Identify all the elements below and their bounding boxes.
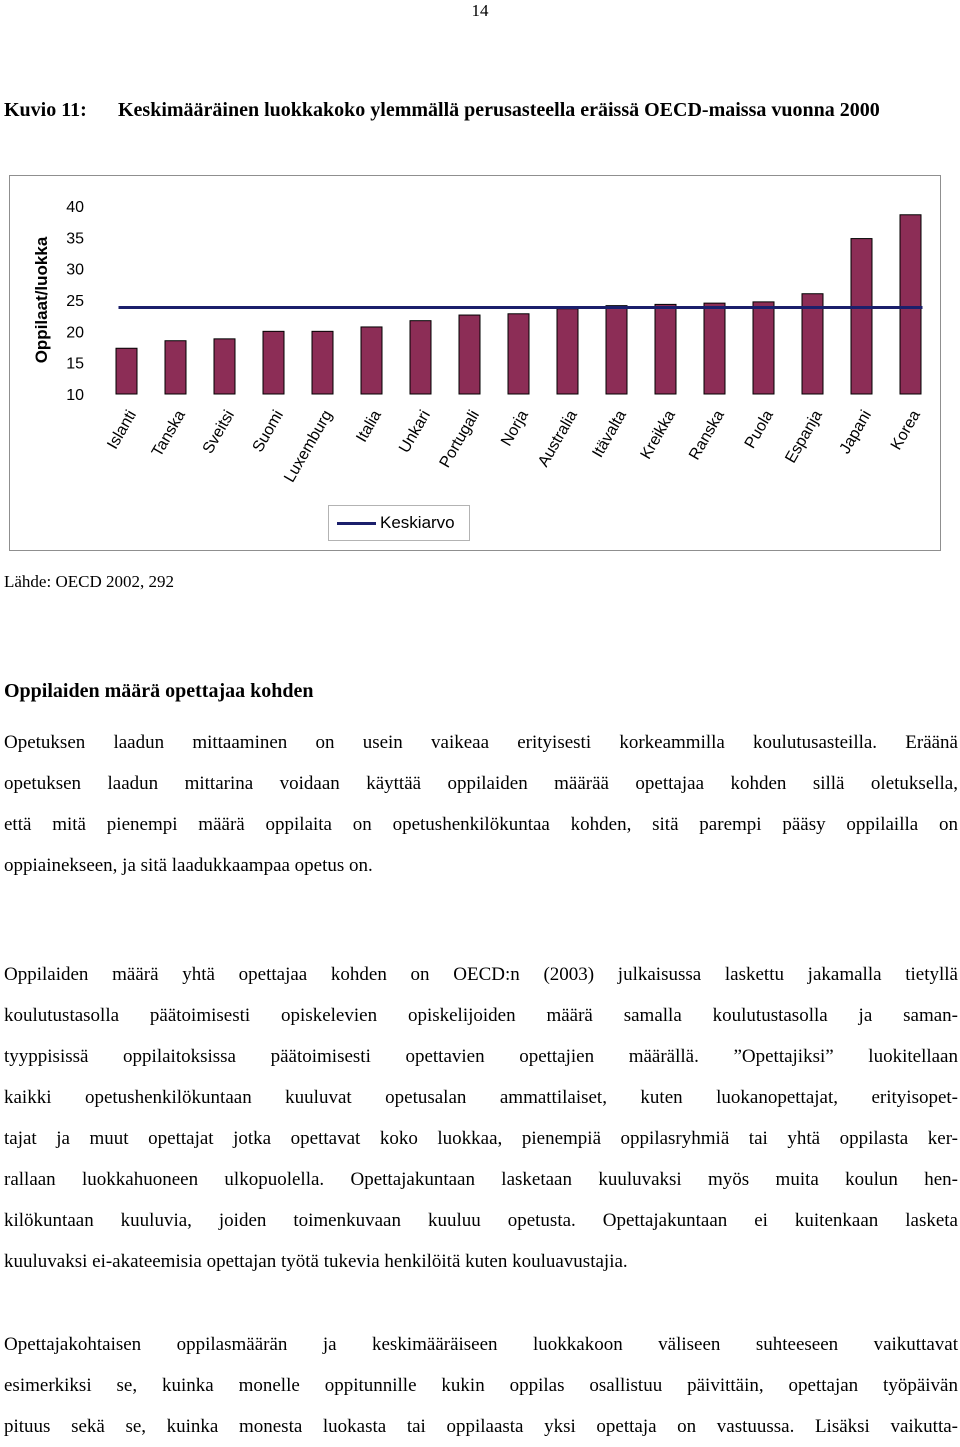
text-line: Oppilaiden määrä yhtä opettajaa kohden on OECD:n (2003) julkaisussa laskettu jakamalla tietyllä — [4, 964, 958, 985]
y-tick-label: 25 — [66, 293, 84, 310]
x-tick-label: Puola — [741, 407, 777, 452]
legend-label: Keskiarvo — [380, 513, 455, 532]
paragraph-3 — [4, 1324, 958, 1447]
x-tick-label: Japani — [836, 407, 875, 457]
x-tick-label: Portugali — [436, 407, 483, 471]
y-tick-label: 15 — [66, 355, 84, 373]
text-line: oppiainekseen, ja sitä laadukkaampaa opetus on. — [4, 855, 373, 876]
text-line: Opetuksen laadun mittaaminen on usein vaikeaa erityisesti korkeammilla koulutusasteilla. Eräänä — [4, 732, 958, 753]
bar-kreikka — [655, 304, 676, 394]
x-tick-label: Luxemburg — [281, 407, 336, 486]
y-tick-label: 35 — [66, 230, 84, 248]
x-tick-label: Islanti — [104, 407, 140, 453]
text-line: tyyppisissä oppilaitoksissa päätoimisesti opettavien opettajien määrällä. ”Opettajiksi” luokitellaan — [4, 1046, 958, 1067]
text-line: tajat ja muut opettajat jotka opettavat koko luokkaa, pienempiä oppilasryhmiä tai yhtä oppilasta ker- — [4, 1128, 958, 1149]
paragraph-1 — [4, 722, 958, 886]
bar-japani — [851, 239, 872, 394]
bar-chart — [10, 176, 940, 550]
bar-puola — [753, 302, 774, 394]
x-tick-label: Suomi — [249, 407, 287, 456]
text-line: koulutustasolla päätoimisesti opiskelevien opiskelijoiden määrä samalla koulutustasolla ja saman- — [4, 1005, 958, 1026]
bar-tanska — [165, 341, 186, 394]
text-line: kaikki opetushenkilökuntaan kuuluvat opetusalan ammattilaiset, kuten luokanopettajat, erityisopet- — [4, 1087, 958, 1108]
bar-luxemburg — [312, 331, 333, 394]
figure-source: Lähde: OECD 2002, 292 — [4, 572, 174, 591]
bar-norja — [508, 314, 529, 394]
text-line: kilökuntaan kuuluvia, joiden toimenkuvaan kuuluu opetusta. Opettajakuntaan ei kuitenkaan lasketa — [4, 1210, 958, 1231]
x-tick-label: Korea — [887, 407, 924, 453]
x-tick-label: Norja — [498, 407, 532, 450]
x-tick-label: Ranska — [686, 407, 728, 463]
x-tick-label: Sveitsi — [199, 407, 238, 457]
bar-korea — [900, 215, 921, 394]
text-line: pituus sekä se, kuinka monesta luokasta tai oppilaasta yksi opettaja on vastuussa. Lisäksi vaikutta- — [4, 1416, 958, 1437]
bar-unkari — [410, 321, 431, 394]
x-tick-label: Espanja — [782, 407, 826, 467]
figure-caption — [4, 95, 954, 125]
bar-ranska — [704, 303, 725, 394]
figure-title: Keskimääräinen luokkakoko ylemmällä perusasteella eräissä OECD-maissa vuonna 2000 — [118, 99, 880, 121]
y-axis-title: Oppilaat/luokka — [32, 236, 51, 364]
page-number: 14 — [471, 1, 489, 20]
text-line: opetuksen laadun mittarina voidaan käyttää oppilaiden määrää opettajaa kohden sillä oletuksella, — [4, 773, 958, 794]
x-tick-label: Australia — [535, 407, 581, 470]
y-tick-label: 10 — [66, 387, 84, 404]
x-tick-label: Unkari — [396, 407, 434, 457]
legend-line-swatch — [337, 522, 376, 525]
bar-sveitsi — [214, 339, 235, 394]
text-line: esimerkiksi se, kuinka monelle oppitunnille kukin oppilas osallistuu päivittäin, opettajan työpäivän — [4, 1375, 958, 1396]
text-line: kuuluvaksi ei-akateemisia opettajan työtä tukevia henkilöitä kuten kouluavustajia. — [4, 1251, 628, 1272]
y-tick-label: 20 — [66, 324, 84, 342]
x-tick-label: Itävalta — [589, 407, 630, 461]
text-line: Opettajakohtaisen oppilasmäärän ja keskimääräiseen luokkakoon väliseen suhteeseen vaikuttavat — [4, 1334, 958, 1355]
bar-itävalta — [606, 306, 627, 394]
x-tick-label: Italia — [353, 407, 385, 446]
x-tick-label: Kreikka — [637, 407, 679, 463]
text-line: rallaan luokkahuoneen ulkopuolella. Opettajakuntaan lasketaan kuuluvaksi myös muita koulun hen- — [4, 1169, 958, 1190]
y-tick-label: 30 — [66, 261, 84, 279]
chart-legend — [328, 505, 470, 541]
paragraph-2 — [4, 954, 958, 1282]
bar-islanti — [116, 348, 137, 394]
bar-australia — [557, 309, 578, 394]
x-tick-label: Tanska — [148, 407, 189, 460]
text-line: että mitä pienempi määrä oppilaita on opetushenkilökuntaa kohden, sitä parempi pääsy oppilailla on — [4, 814, 958, 835]
chart-frame — [9, 175, 941, 551]
bar-italia — [361, 327, 382, 394]
bar-suomi — [263, 331, 284, 394]
y-tick-label: 40 — [66, 199, 84, 216]
figure-label: Kuvio 11: — [4, 99, 87, 121]
section-heading: Oppilaiden määrä opettajaa kohden — [4, 680, 314, 702]
bar-portugali — [459, 315, 480, 394]
